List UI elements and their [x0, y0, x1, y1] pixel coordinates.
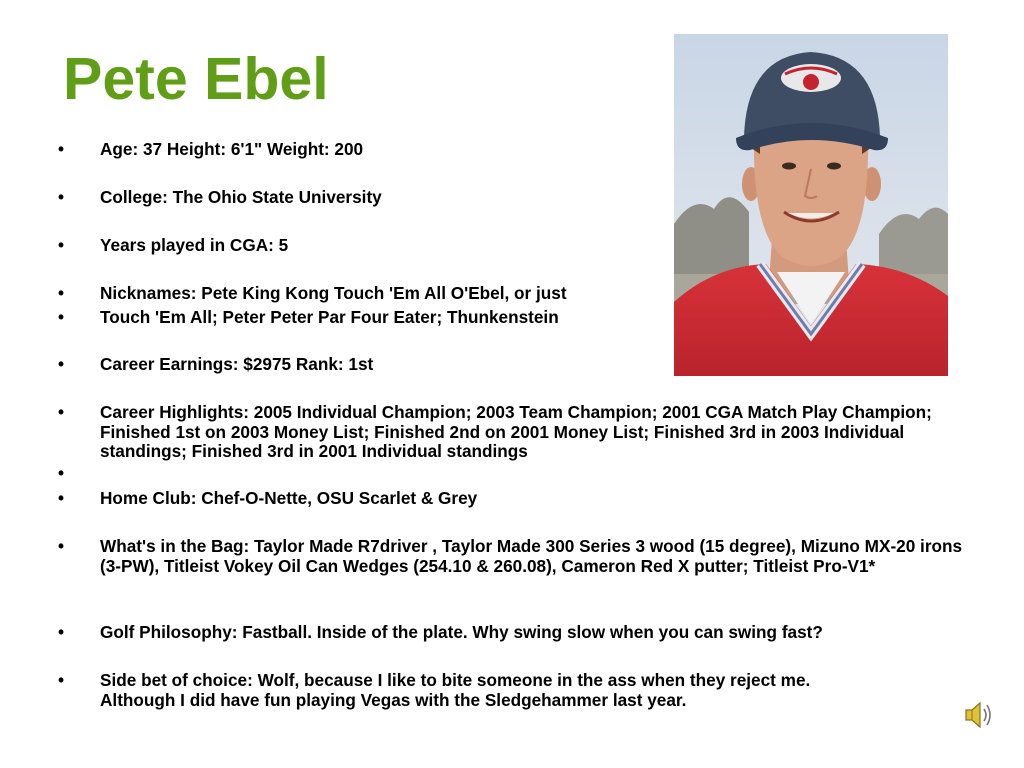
bullet-symbol: •	[58, 307, 65, 327]
bullet-symbol: •	[58, 463, 65, 483]
bullet-symbol: •	[58, 354, 65, 374]
bullet-text: Age: 37 Height: 6'1" Weight: 200	[100, 139, 364, 159]
slide-title: Pete Ebel	[63, 46, 329, 112]
bullet-text: Touch 'Em All; Peter Peter Par Four Eater; Thunkenstein	[100, 307, 559, 327]
bullet-symbol: •	[58, 622, 65, 642]
bullet-symbol: •	[58, 670, 65, 690]
bullet-text: College: The Ohio State University	[100, 187, 382, 207]
bullet-text: Career Highlights: 2005 Individual Champion; 2003 Team Champion; 2001 CGA Match Play Champion; Finished 1st on 2003 Money List; Finished 2nd on 2001 Money List; Finished 3rd in 2003 Individual standings; Finished 3rd in 2001 Individual standings	[100, 402, 932, 461]
bullet-symbol: •	[58, 187, 65, 207]
bullet-symbol: •	[58, 139, 65, 159]
bullet-text: Nicknames: Pete King Kong Touch 'Em All O'Ebel, or just	[100, 283, 567, 303]
bullet-symbol: •	[58, 536, 65, 556]
speaker-icon[interactable]	[962, 698, 996, 732]
bullet-text: Years played in CGA: 5	[100, 235, 289, 255]
bullet-symbol: •	[58, 235, 65, 255]
bullet-text: What's in the Bag: Taylor Made R7driver , Taylor Made 300 Series 3 wood (15 degree), Mizuno MX-20 irons (3-PW), Titleist Vokey Oil Can Wedges (254.10 & 260.08), Cameron Red X putter; Titleist Pro-V1*	[100, 536, 963, 576]
bullet-text: Golf Philosophy: Fastball. Inside of the plate. Why swing slow when you can swing fast?	[100, 622, 823, 642]
bullet-text: Side bet of choice: Wolf, because I like to bite someone in the ass when they reject me. Although I did have fun playing Vegas with the Sledgehammer last year.	[100, 670, 811, 710]
bullet-text: Career Earnings: $2975 Rank: 1st	[100, 354, 374, 374]
bullet-symbol: •	[58, 283, 65, 303]
bullet-symbol: •	[58, 488, 65, 508]
bullet-text: Home Club: Chef-O-Nette, OSU Scarlet & Grey	[100, 488, 478, 508]
bullet-symbol: •	[58, 402, 65, 422]
